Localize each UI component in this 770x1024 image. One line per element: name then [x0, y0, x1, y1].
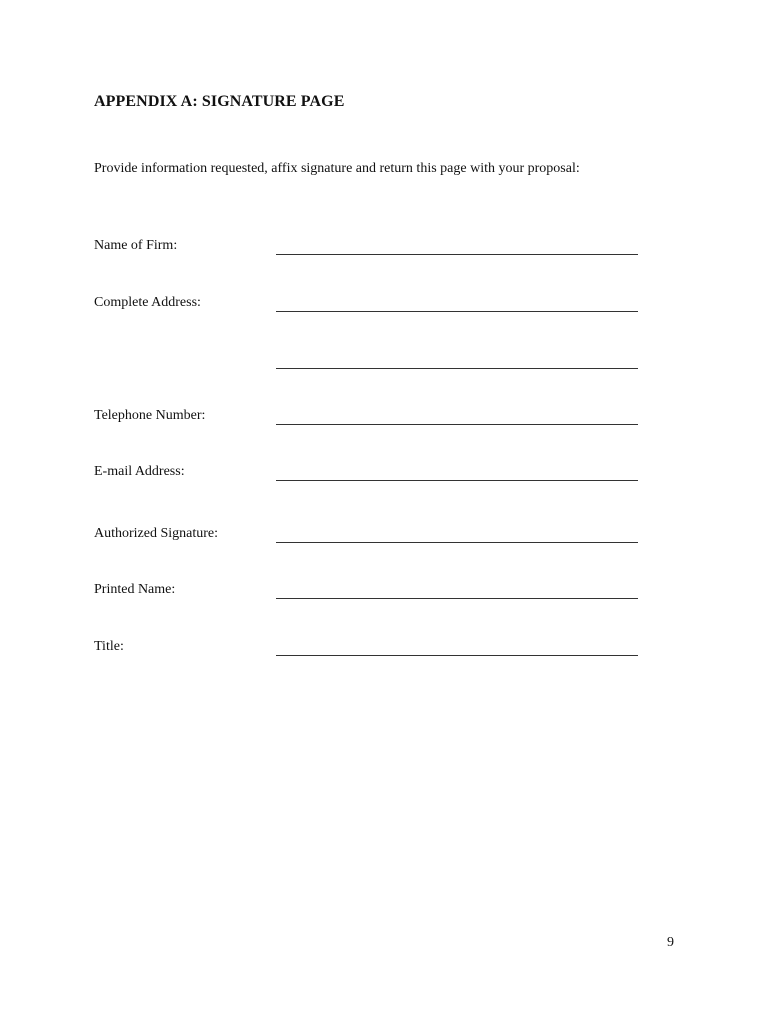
- signature-line[interactable]: [276, 542, 638, 543]
- telephone-line[interactable]: [276, 424, 638, 425]
- instructions-text: Provide information requested, affix signature and return this page with your proposal:: [94, 161, 580, 176]
- address-line-2[interactable]: [276, 368, 638, 369]
- title-label: Title:: [94, 639, 124, 654]
- address-label: Complete Address:: [94, 295, 201, 310]
- address-line-1[interactable]: [276, 311, 638, 312]
- page-number: 9: [667, 935, 674, 950]
- title-line[interactable]: [276, 655, 638, 656]
- firm-name-label: Name of Firm:: [94, 238, 178, 253]
- page-heading: APPENDIX A: SIGNATURE PAGE: [94, 93, 345, 110]
- email-label: E-mail Address:: [94, 464, 185, 479]
- email-line[interactable]: [276, 480, 638, 481]
- signature-label: Authorized Signature:: [94, 526, 219, 541]
- printed-name-label: Printed Name:: [94, 582, 176, 597]
- telephone-label: Telephone Number:: [94, 408, 206, 423]
- printed-name-line[interactable]: [276, 598, 638, 599]
- firm-name-line[interactable]: [276, 254, 638, 255]
